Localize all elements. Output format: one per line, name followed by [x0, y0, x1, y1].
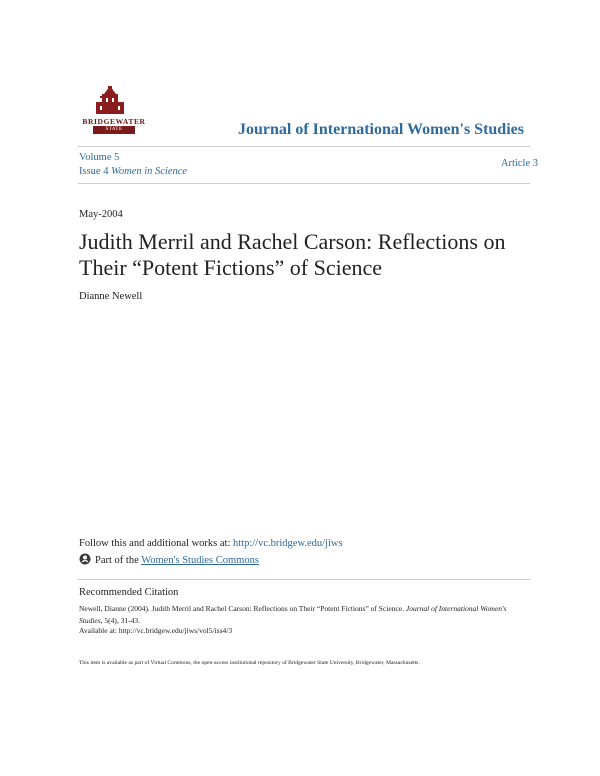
header-divider	[78, 146, 530, 147]
partof-line	[95, 555, 259, 566]
paper-title: Judith Merril and Rachel Carson: Reflections on Their “Potent Fictions” of Science	[79, 229, 506, 280]
womens-studies-commons-link[interactable]: Women's Studies Commons	[141, 555, 259, 566]
issue-link[interactable]	[79, 166, 187, 177]
volume-link[interactable]: Volume 5	[79, 152, 120, 163]
citation-journal: Journal of International Women's Studies	[79, 604, 507, 625]
article-link[interactable]: Article 3	[500, 158, 538, 169]
journal-title[interactable]: Journal of International Women's Studies	[238, 121, 524, 138]
commons-network-icon	[79, 553, 91, 565]
issue-prefix: Issue 4	[79, 166, 109, 177]
follow-label: Follow this and additional works at:	[79, 538, 231, 549]
publication-date: May-2004	[79, 209, 123, 220]
issue-divider	[78, 183, 530, 184]
issue-theme: Women in Science	[111, 166, 188, 177]
citation-available: Available at: http://vc.bridgew.edu/jiws/vol5/iss4/3	[79, 626, 233, 635]
follow-link[interactable]: http://vc.bridgew.edu/jiws	[233, 538, 343, 549]
logo-subtitle: STATE UNIVERSITY	[93, 126, 135, 134]
repository-note: This item is available as part of Virtual Commons, the open-access institutional repository of Bridgewater State University, Bridgewater, Massachusetts.	[79, 660, 420, 666]
citation-heading: Recommended Citation	[79, 587, 179, 598]
partof-label: Part of the	[95, 555, 139, 566]
logo-wordmark: BRIDGEWATER	[82, 117, 146, 126]
citation-main: Newell, Dianne (2004). Judith Merril and Rachel Carson: Reflections on Their “Potent Fictions” of Science.	[79, 604, 406, 613]
paper-author: Dianne Newell	[79, 291, 143, 302]
citation-text	[79, 603, 529, 627]
citation-divider	[78, 579, 530, 580]
citation-tail: , 5(4), 31-43.	[100, 616, 141, 625]
follow-line	[79, 538, 343, 549]
